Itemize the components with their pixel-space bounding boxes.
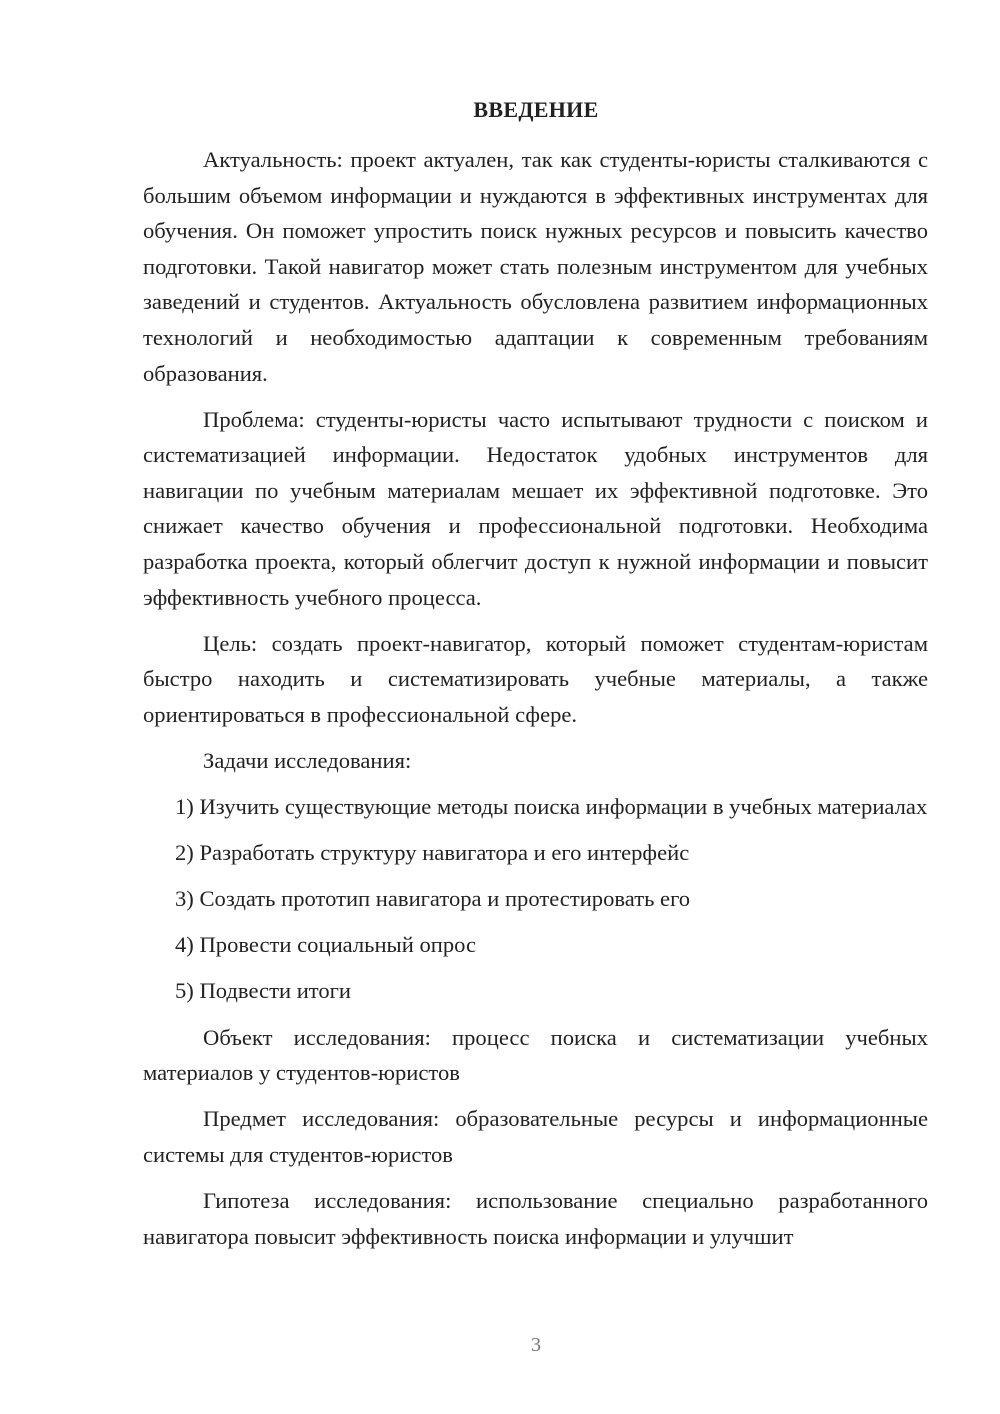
task-item-2: 2) Разработать структуру навигатора и его интерфейс bbox=[175, 840, 690, 866]
task-item-1: 1) Изучить существующие методы поиска информации в учебных материалах bbox=[175, 794, 928, 820]
paragraph-hypothesis: Гипотеза исследования: использование специально разработанного навигатора повысит эффективность поиска информации и улучшит bbox=[143, 1187, 928, 1249]
page-title: ВВЕДЕНИЕ bbox=[473, 97, 599, 122]
page-number: 3 bbox=[531, 1334, 541, 1356]
document-body bbox=[143, 142, 928, 1265]
paragraph-goal: Цель: создать проект-навигатор, который поможет студентам-юристам быстро находить и систематизировать учебные материалы, а также ориентироваться в профессиональной сфере. bbox=[143, 630, 928, 727]
paragraph-object: Объект исследования: процесс поиска и систематизации учебных материалов у студентов-юристов bbox=[143, 1024, 928, 1086]
paragraph-problem: Проблема: студенты-юристы часто испытывают трудности с поиском и систематизацией информации. Недостаток удобных инструментов для навигации по учебным материалам мешает их эффективной подготовке. Это снижает качество обучения и профессиональной подготовки. Необходима разработка проекта, который облегчит доступ к нужной информации и повысит эффективность учебного процесса. bbox=[143, 406, 928, 610]
task-item-4: 4) Провести социальный опрос bbox=[175, 932, 477, 958]
task-item-3: 3) Создать прототип навигатора и протестировать его bbox=[175, 886, 691, 912]
paragraph-subject: Предмет исследования: образовательные ресурсы и информационные системы для студентов-юристов bbox=[143, 1106, 928, 1167]
tasks-heading: Задачи исследования: bbox=[203, 748, 412, 773]
paragraph-relevance: Актуальность: проект актуален, так как студенты-юристы сталкиваются с большим объемом информации и нуждаются в эффективных инструментах для обучения. Он поможет упростить поиск нужных ресурсов и повысить качество подготовки. Такой навигатор может стать полезным инструментом для учебных заведений и студентов. Актуальность обусловлена развитием информационных технологий и необходимостью адаптации к современным требованиям образования. bbox=[143, 147, 928, 386]
task-item-5: 5) Подвести итоги bbox=[175, 978, 352, 1004]
